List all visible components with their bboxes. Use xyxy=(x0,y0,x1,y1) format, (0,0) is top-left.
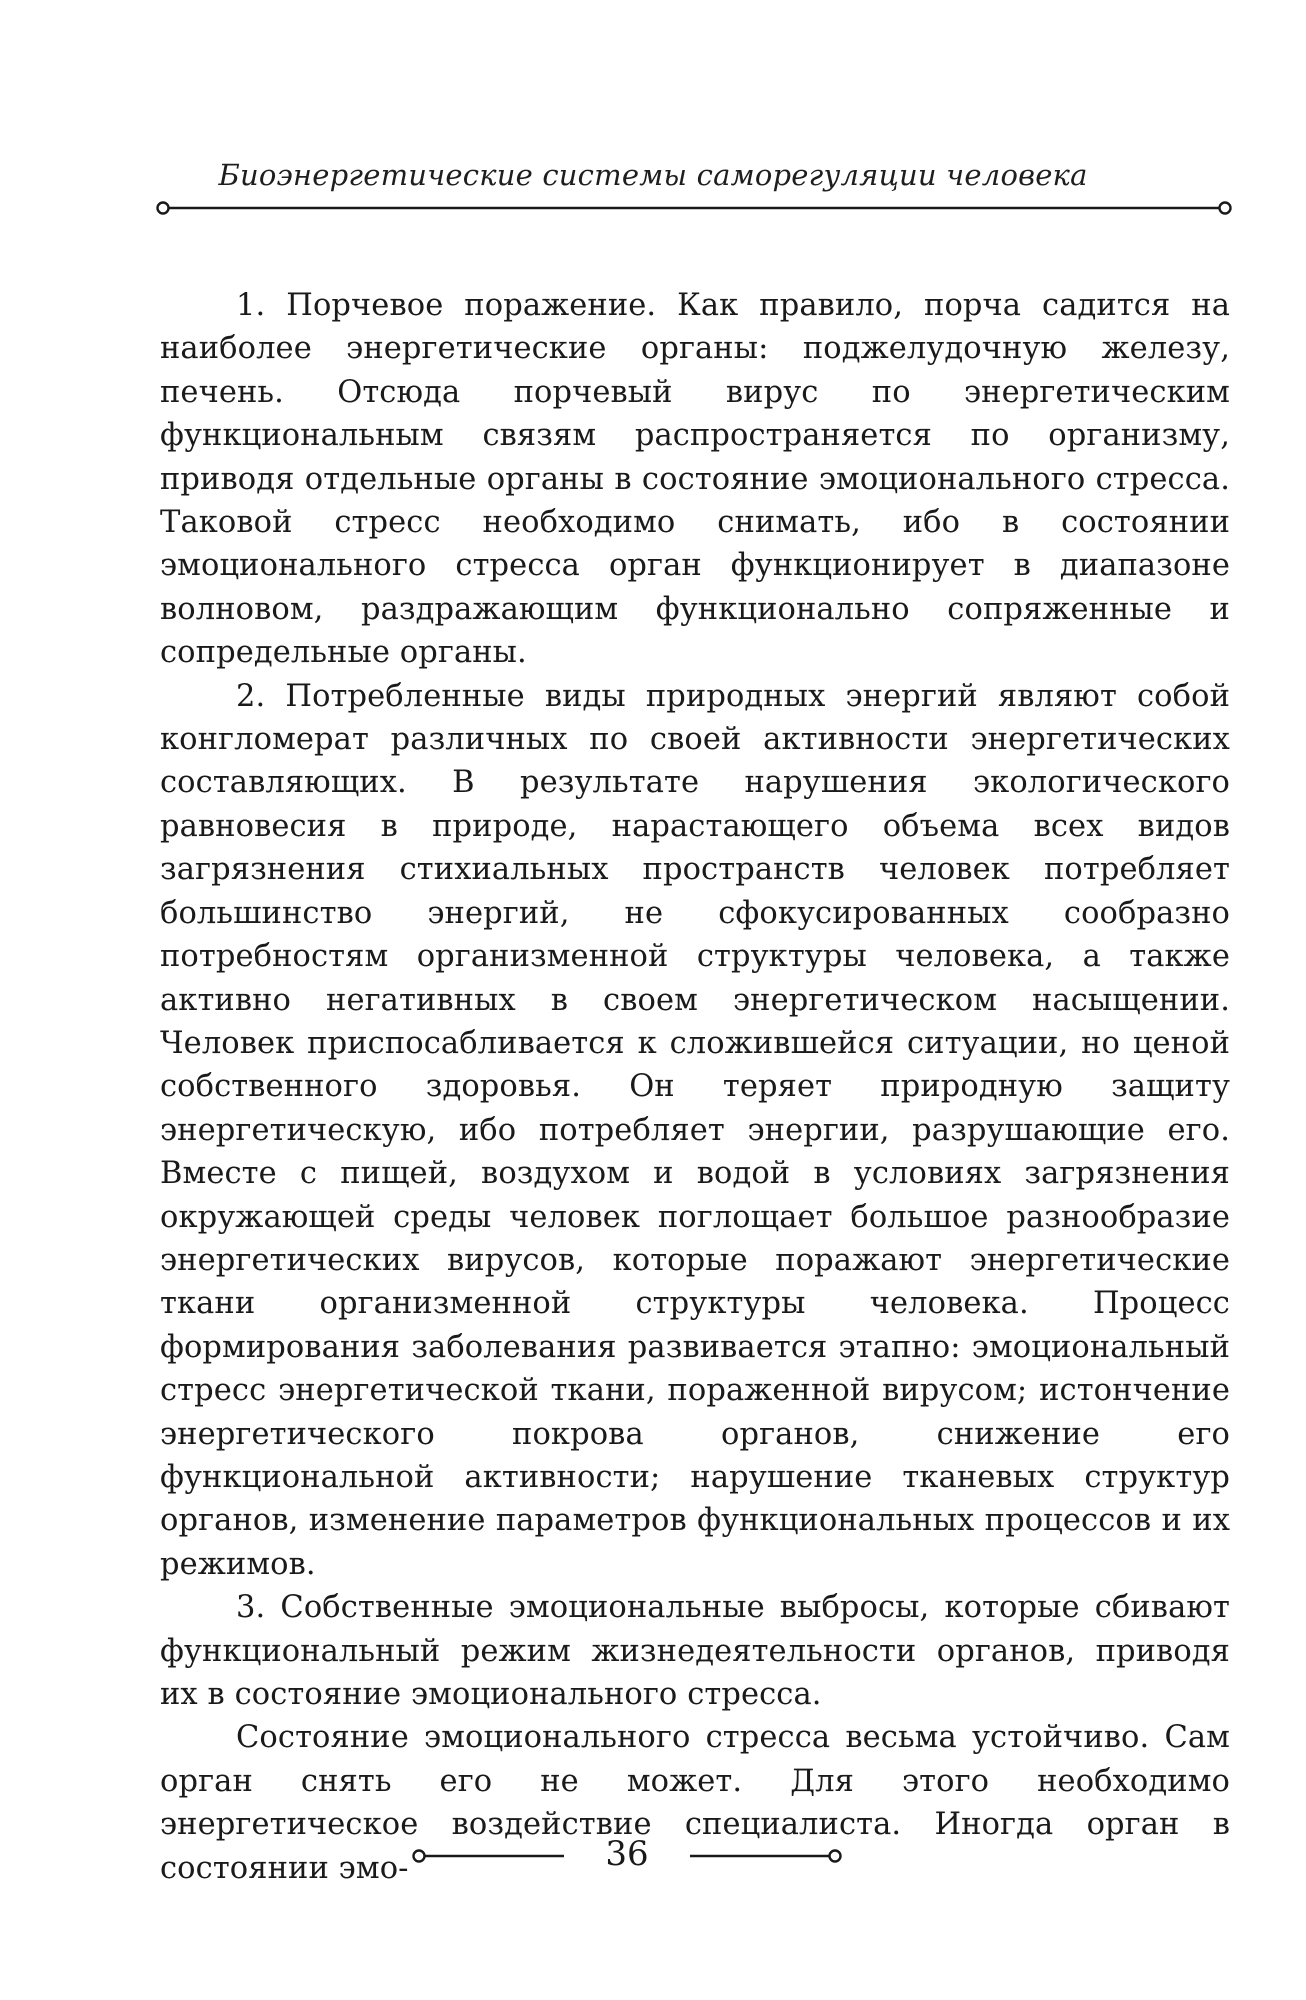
page-footer xyxy=(0,1832,1306,1882)
running-header-title: Биоэнергетические системы саморегуляции человека xyxy=(218,158,1088,192)
footer-left-ornament xyxy=(412,1844,572,1868)
page-number: 36 xyxy=(605,1834,649,1874)
paragraph-4: Состояние эмоционального стресса весьма устойчиво. Сам орган снять его не может. Для этого необходимо энергетическое воздействие специалиста. Иногда орган в состоянии эмо- xyxy=(160,1720,1230,1886)
main-text-block xyxy=(160,284,1230,1890)
paragraph-1: 1. Порчевое поражение. Как правило, порча садится на наиболее энергетические органы: поджелудочную железу, печень. Отсюда порчевый вирус по энергетическим функциональным связям распространяется по организму, приводя отдельные органы в состояние эмоционального стресса. Таковой стресс необходимо снимать, ибо в состоянии эмоционального стресса орган функционирует в диапазоне волновом, раздражающим функционально сопряженные и сопредельные органы. xyxy=(160,288,1230,671)
paragraph-3: 3. Собственные эмоциональные выбросы, которые сбивают функциональный режим жизнедеятельности органов, приводя их в состояние эмоционального стресса. xyxy=(160,1590,1230,1712)
footer-right-ornament xyxy=(682,1844,842,1868)
header-rule-ornament xyxy=(156,196,1232,220)
paragraph-2: 2. Потребленные виды природных энергий являют собой конгломерат различных по своей активности энергетических составляющих. В результате нарушения экологического равновесия в природе, нарастающего объема всех видов загрязнения стихиальных пространств человек потребляет большинство энергий, не сфокусированных сообразно потребностям организменной структуры человека, а также активно негативных в своем энергетическом насыщении. Человек приспосабливается к сложившейся ситуации, но ценой собственного здоровья. Он теряет природную защиту энергетическую, ибо потребляет энергии, разрушающие его. Вместе с пищей, воздухом и водой в условиях загрязнения окружающей среды человек поглощает большое разнообразие энергетических вирусов, которые поражают энергетические ткани организменной структуры человека. Процесс формирования заболевания развивается этапно: эмоциональный стресс энергетической ткани, пораженной вирусом; истончение энергетического покрова органов, снижение его функциональной активности; нарушение тканевых структур органов, изменение параметров функциональных процессов и их режимов. xyxy=(160,678,1230,1582)
